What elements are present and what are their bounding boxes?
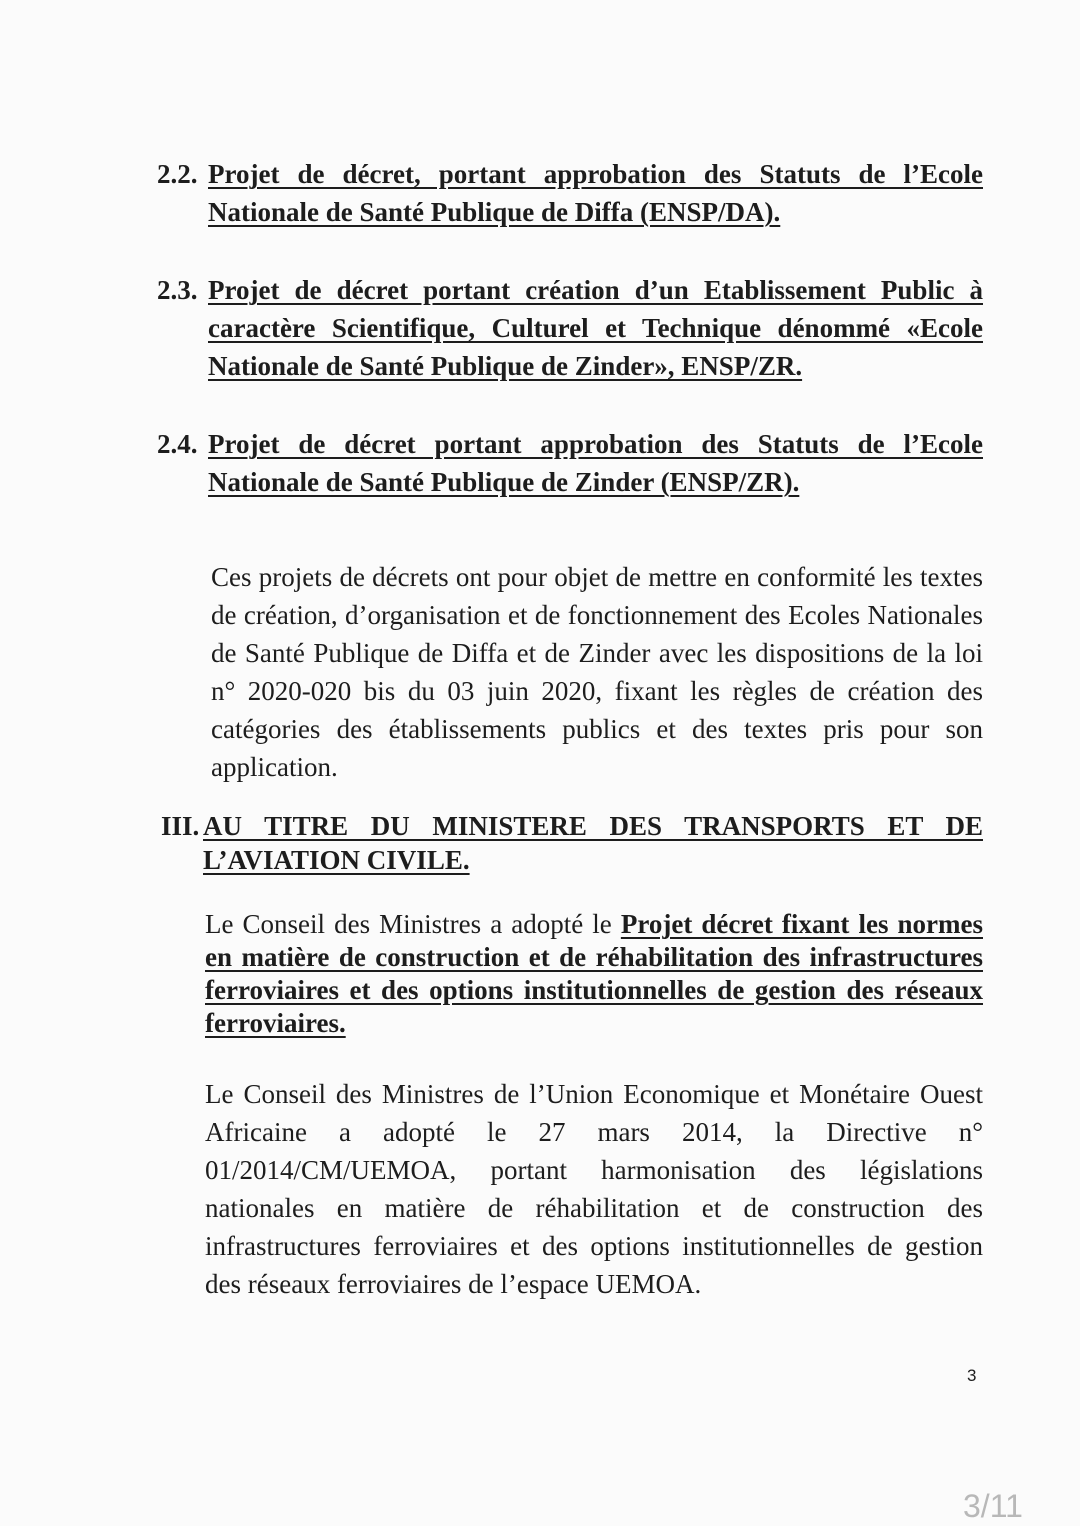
item-2-4: [157, 425, 983, 501]
items-paragraph: Ces projets de décrets ont pour objet de mettre en conformité les textes de création, d’organisation et de fonctionnement des Ecoles Nationales de Santé Publique de Diffa et de Zinder avec les dispositions de la loi n° 2020-020 bis du 03 juin 2020, fixant les règles de création des catégories des établissements publics et des textes pris pour son application.: [211, 562, 983, 782]
adoption-decree-title: Projet décret fixant les normes en matière de construction et de réhabilitation des infrastructures ferroviaires et des options institutionnelles de gestion des réseaux ferroviaires.: [205, 909, 983, 1038]
item-2-2: [157, 155, 983, 231]
item-title: Projet de décret portant approbation des Statuts de l’Ecole Nationale de Santé Publique de Zinder (ENSP/ZR).: [208, 429, 983, 497]
item-2-3: [157, 271, 983, 385]
uemoa-paragraph: Le Conseil des Ministres de l’Union Economique et Monétaire Ouest Africaine a adopté le 27 mars 2014, la Directive n° 01/2014/CM/UEMOA, portant harmonisation des législations nationales en matière de réhabilitation et de construction des infrastructures ferroviaires et des options institutionnelles de gestion des réseaux ferroviaires de l’espace UEMOA.: [205, 1079, 983, 1299]
viewer-page-indicator: 3/11: [963, 1488, 1023, 1524]
item-number: 2.3.: [157, 275, 198, 305]
item-title: Projet de décret portant création d’un Etablissement Public à caractère Scientifique, Culturel et Technique dénommé «Ecole Nationale de Santé Publique de Zinder», ENSP/ZR.: [208, 275, 983, 381]
section-number: III.: [161, 811, 200, 841]
section-heading: [161, 809, 983, 877]
item-number: 2.2.: [157, 159, 198, 189]
adoption-paragraph: [205, 908, 983, 1040]
item-number: 2.4.: [157, 429, 198, 459]
page-number: 3: [967, 1366, 977, 1385]
adoption-intro: Le Conseil des Ministres a adopté le: [205, 909, 621, 939]
section-title: AU TITRE DU MINISTERE DES TRANSPORTS ET DE L’AVIATION CIVILE.: [203, 811, 983, 875]
item-title: Projet de décret, portant approbation des Statuts de l’Ecole Nationale de Santé Publique de Diffa (ENSP/DA).: [208, 159, 983, 227]
